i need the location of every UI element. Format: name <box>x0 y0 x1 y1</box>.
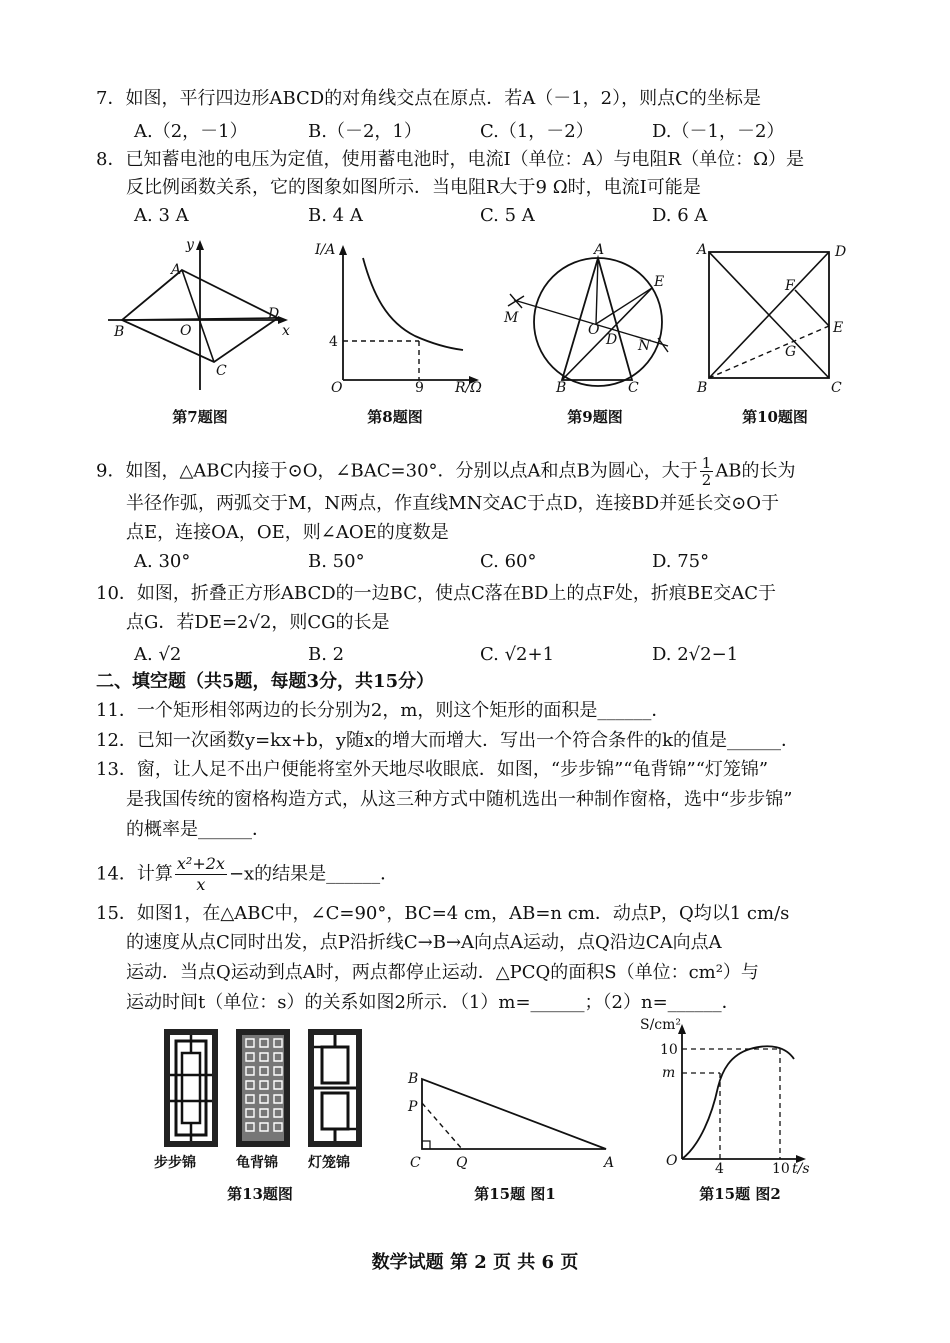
q8-option-d: D. 6 A <box>652 205 708 226</box>
q14 <box>96 854 398 895</box>
fig7-label-d: D <box>268 306 280 322</box>
fig7-label-o: O <box>180 323 192 339</box>
q9-frac-den: 2 <box>701 471 712 489</box>
figure-15-1 <box>400 1065 630 1175</box>
fig9-label-m: M <box>504 310 519 326</box>
fig15-2-caption: 第15题 图2 <box>699 1185 781 1203</box>
fig15-2-label-m: m <box>662 1065 676 1081</box>
fig10-label-b: B <box>697 380 708 396</box>
q8-stem-line2: 反比例函数关系，它的图象如图所示．当电阻R大于9 Ω时，电流I可能是 <box>126 177 701 198</box>
fig9-label-a: A <box>594 242 605 258</box>
q9-option-c: C. 60° <box>480 551 537 572</box>
q10-option-d: D. 2√2−1 <box>652 644 739 665</box>
fig15-2-label-10x: 10 <box>772 1161 790 1177</box>
figure-7 <box>100 238 300 398</box>
fig7-label-x: x <box>282 323 290 339</box>
q10-option-b: B. 2 <box>308 644 345 665</box>
q9-option-b: B. 50° <box>308 551 365 572</box>
fig10-label-a: A <box>697 242 708 258</box>
window-denglongjin <box>308 1029 362 1147</box>
window-label-1: 步步锦 <box>154 1155 196 1171</box>
q11: 11．一个矩形相邻两边的长分别为2，m，则这个矩形的面积是______． <box>96 700 670 721</box>
figure-8 <box>315 240 495 400</box>
fig13-caption: 第13题图 <box>227 1185 293 1203</box>
fig7-label-c: C <box>216 363 227 379</box>
fig9-label-o: O <box>588 322 600 338</box>
section-2-heading: 二、填空题（共5题，每题3分，共15分） <box>96 671 435 692</box>
q7-option-a: A.（2，－1） <box>134 121 248 142</box>
fig8-label-r: R/Ω <box>455 380 482 396</box>
fig7-label-b: B <box>114 324 125 340</box>
q9-line3: 点E，连接OA，OE，则∠AOE的度数是 <box>126 522 449 543</box>
q10-line1: 10．如图，折叠正方形ABCD的一边BC，使点C落在BD上的点F处，折痕BE交AC于 <box>96 583 777 604</box>
fig7-label-y: y <box>186 237 194 253</box>
fig7-label-a: A <box>171 262 182 278</box>
fig7-caption: 第7题图 <box>172 408 228 426</box>
q14-suffix: −x的结果是______． <box>228 863 399 885</box>
fig9-label-d: D <box>606 332 618 348</box>
fig15-2-label-10y: 10 <box>660 1042 678 1058</box>
q8-option-b: B. 4 A <box>308 205 363 226</box>
fig15-1-caption: 第15题 图1 <box>474 1185 556 1203</box>
q10-option-c: C. √2+1 <box>480 644 555 665</box>
q14-prefix: 14．计算 <box>96 863 173 885</box>
q13-line3: 的概率是______． <box>126 819 270 840</box>
q8-option-a: A. 3 A <box>134 205 189 226</box>
q8-stem-line1: 8．已知蓄电池的电压为定值，使用蓄电池时，电流I（单位：A）与电阻R（单位：Ω）是 <box>96 149 805 170</box>
q9-line2: 半径作弧，两弧交于M，N两点，作直线MN交AC于点D，连接BD并延长交⊙O于 <box>126 493 780 514</box>
q9-line1-a: 9．如图，△ABC内接于⊙O，∠BAC=30°．分别以点A和点B为圆心，大于 <box>96 460 698 482</box>
window-bubujin <box>164 1029 218 1147</box>
q8-option-c: C. 5 A <box>480 205 535 226</box>
fig9-caption: 第9题图 <box>567 408 623 426</box>
figure-9 <box>500 238 685 398</box>
q15-line4: 运动时间t（单位：s）的关系如图2所示．（1）m=______；（2）n=______． <box>126 992 740 1013</box>
q10-option-a: A. √2 <box>134 644 182 665</box>
q13-line1: 13．窗，让人足不出户便能将室外天地尽收眼底．如图，“步步锦”“龟背锦”“灯笼锦” <box>96 759 769 780</box>
fig15-2-label-s: S/cm² <box>640 1017 682 1033</box>
q15-line3: 运动．当点Q运动到点A时，两点都停止运动．△PCQ的面积S（单位：cm²）与 <box>126 962 759 983</box>
fig9-label-b: B <box>556 380 567 396</box>
fig8-caption: 第8题图 <box>367 408 423 426</box>
fig15-2-label-o: O <box>666 1153 678 1169</box>
fig8-label-9: 9 <box>415 380 424 396</box>
q12: 12．已知一次函数y=kx+b，y随x的增大而增大．写出一个符合条件的k的值是______． <box>96 730 800 751</box>
q9-line1-b: AB的长为 <box>715 460 796 482</box>
fig10-label-g: G <box>785 344 797 360</box>
q7-option-d: D.（－1，－2） <box>652 121 785 142</box>
q9-option-a: A. 30° <box>134 551 191 572</box>
figure-15-2 <box>640 1015 820 1177</box>
q15-line1: 15．如图1，在△ABC中，∠C=90°，BC=4 cm，AB=n cm．动点P，Q均以1 cm/s <box>96 903 790 924</box>
fig8-label-ia: I/A <box>315 242 336 258</box>
q9-option-d: D. 75° <box>652 551 710 572</box>
q14-frac-num: x²+2x <box>176 854 225 873</box>
fig9-label-c: C <box>628 380 639 396</box>
q7-option-b: B.（－2，1） <box>308 121 422 142</box>
figure-10 <box>695 240 855 400</box>
fig10-label-f: F <box>785 278 795 294</box>
fig10-label-d: D <box>835 244 847 260</box>
fig15-1-label-p: P <box>408 1099 418 1115</box>
q14-fraction <box>175 854 227 895</box>
fig8-label-4: 4 <box>329 334 338 350</box>
fig8-label-o: O <box>331 380 343 396</box>
q9-fraction <box>700 455 714 488</box>
q14-frac-den: x <box>196 875 206 894</box>
q10-line2: 点G．若DE=2√2，则CG的长是 <box>126 612 390 633</box>
fig15-1-label-a: A <box>604 1155 615 1171</box>
fig15-1-label-b: B <box>408 1071 419 1087</box>
fig10-label-c: C <box>831 380 842 396</box>
q7-option-c: C.（1，－2） <box>480 121 594 142</box>
page-footer: 数学试题 第 2 页 共 6 页 <box>371 1252 579 1273</box>
window-label-3: 灯笼锦 <box>308 1155 350 1171</box>
q9-frac-num: 1 <box>701 454 712 472</box>
q15-line2: 的速度从点C同时出发，点P沿折线C→B→A向点A运动，点Q沿边CA向点A <box>126 932 722 953</box>
fig15-1-label-q: Q <box>456 1155 468 1171</box>
fig10-caption: 第10题图 <box>742 408 808 426</box>
fig15-2-label-4: 4 <box>715 1161 724 1177</box>
fig15-1-label-c: C <box>410 1155 421 1171</box>
figure-13 <box>154 1025 370 1175</box>
fig9-label-n: N <box>638 338 651 354</box>
q13-line2: 是我国传统的窗格构造方式，从这三种方式中随机选出一种制作窗格，选中“步步锦” <box>126 789 793 810</box>
fig10-label-e: E <box>833 320 844 336</box>
fig9-label-e: E <box>654 274 665 290</box>
fig15-2-label-t: t/s <box>792 1161 810 1177</box>
window-guibeijin <box>236 1029 290 1147</box>
q7-stem: 7．如图，平行四边形ABCD的对角线交点在原点．若A（－1，2），则点C的坐标是 <box>96 88 761 109</box>
q9-line1 <box>96 455 796 488</box>
window-label-2: 龟背锦 <box>236 1155 278 1171</box>
